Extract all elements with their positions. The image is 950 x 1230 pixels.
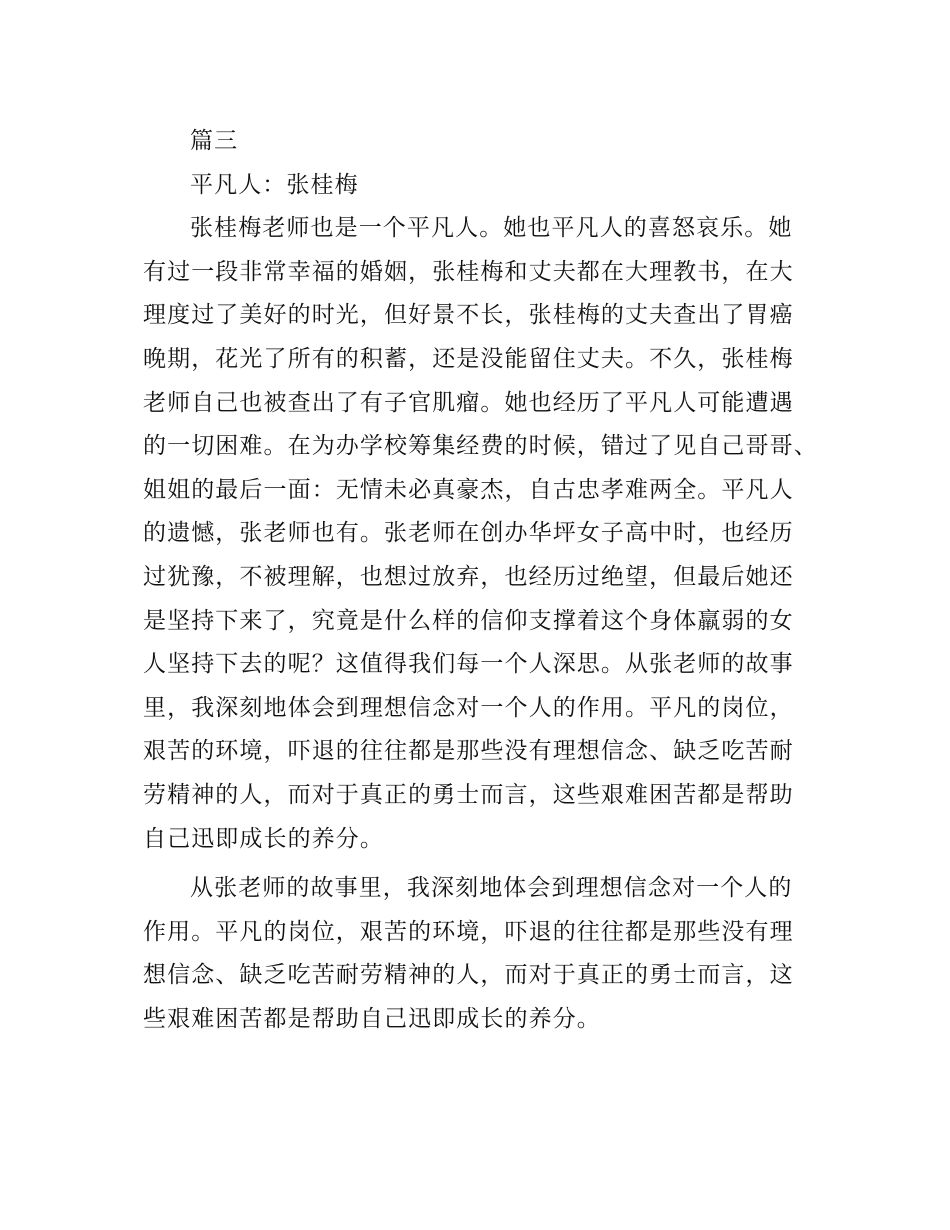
paragraph-line: 自己迅即成长的养分。 xyxy=(143,825,384,852)
document-body xyxy=(143,120,818,1041)
paragraph-2 xyxy=(143,867,811,1041)
paragraph-1 xyxy=(143,207,818,861)
paragraph-line: 是坚持下来了，究竟是什么样的信仰支撑着这个身体羸弱的女 xyxy=(143,607,794,634)
paragraph-line: 里，我深刻地体会到理想信念对一个人的作用。平凡的岗位， xyxy=(143,694,794,721)
section-label: 篇三 xyxy=(190,128,239,154)
paragraph-line: 老师自己也被查出了有子官肌瘤。她也经历了平凡人可能遭遇 xyxy=(143,389,794,416)
paragraph-line: 人坚持下去的呢？这值得我们每一个人深思。从张老师的故事 xyxy=(143,651,794,678)
paragraph-line: 理度过了美好的时光，但好景不长，张桂梅的丈夫查出了胃癌 xyxy=(143,302,794,329)
paragraph-line: 想信念、缺乏吃苦耐劳精神的人，而对于真正的勇士而言，这 xyxy=(143,962,794,989)
paragraph-line: 晚期，花光了所有的积蓄，还是没能留住丈夫。不久，张桂梅 xyxy=(143,345,794,372)
paragraph-line: 过犹豫，不被理解，也想过放弃，也经历过绝望，但最后她还 xyxy=(143,563,794,590)
section-heading: 平凡人：张桂梅 xyxy=(190,171,359,198)
paragraph-line: 艰苦的环境，吓退的往往都是那些没有理想信念、缺乏吃苦耐 xyxy=(143,738,794,765)
paragraph-line: 的一切困难。在为办学校筹集经费的时候，错过了见自己哥哥、 xyxy=(143,433,818,460)
paragraph-line: 的遗憾，张老师也有。张老师在创办华坪女子高中时，也经历 xyxy=(143,520,794,547)
paragraph-line: 从张老师的故事里，我深刻地体会到理想信念对一个人的 xyxy=(190,875,793,902)
paragraph-line: 些艰难困苦都是帮助自己迅即成长的养分。 xyxy=(143,1005,601,1032)
paragraph-line: 劳精神的人，而对于真正的勇士而言，这些艰难困苦都是帮助 xyxy=(143,781,794,808)
paragraph-line: 有过一段非常幸福的婚姻，张桂梅和丈夫都在大理教书，在大 xyxy=(143,258,794,285)
paragraph-line: 姐姐的最后一面：无情未必真豪杰，自古忠孝难两全。平凡人 xyxy=(143,476,794,503)
paragraph-line: 张桂梅老师也是一个平凡人。她也平凡人的喜怒哀乐。她 xyxy=(190,215,793,242)
paragraph-line: 作用。平凡的岗位，艰苦的环境，吓退的往往都是那些没有理 xyxy=(143,918,794,945)
